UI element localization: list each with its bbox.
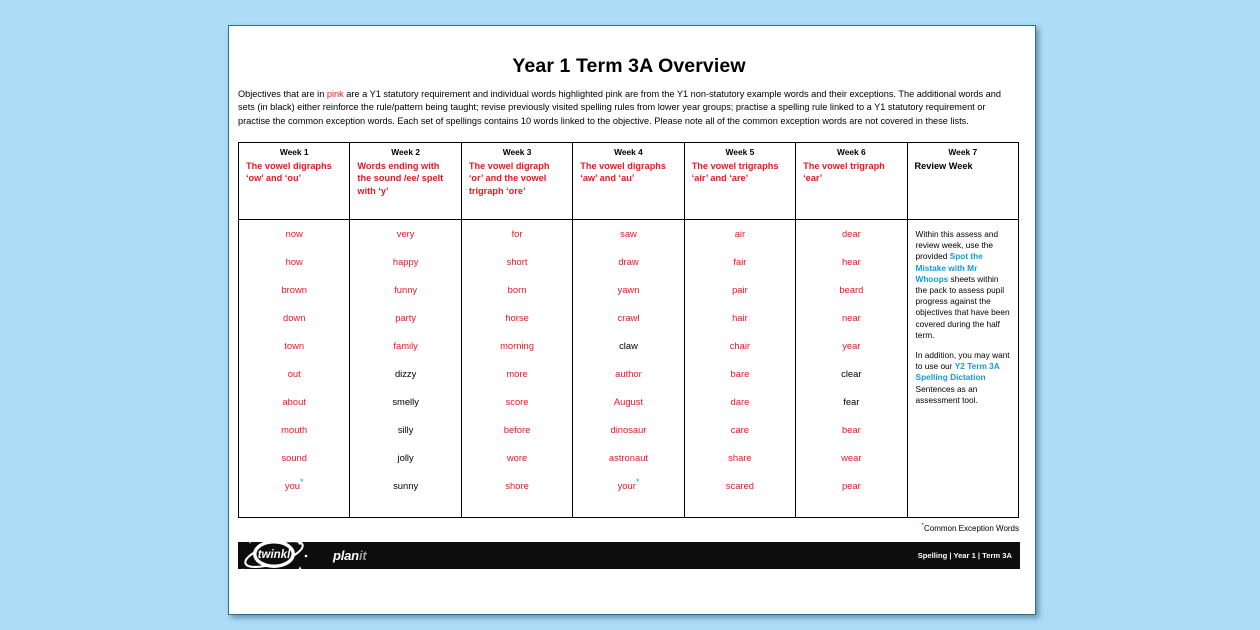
footer-meta: Spelling | Year 1 | Term 3A — [917, 550, 1012, 560]
word-item: clear — [841, 367, 862, 379]
word-item: bear — [841, 423, 861, 435]
week-label: Week 1 — [279, 146, 309, 157]
resource-link[interactable]: Y2 Term 3A Spelling Dictation — [915, 361, 1000, 383]
word-item: dinosaur — [610, 423, 647, 435]
review-text: sheets within the pack to assess pupil progress against the objectives that have been covered during the half term. — [915, 273, 1010, 340]
planit-wordmark — [333, 548, 366, 563]
word-item: dear — [841, 227, 861, 239]
word-item: saw — [620, 227, 637, 239]
review-text: In addition, you may want to use our — [915, 349, 1010, 372]
word-item: smelly — [392, 395, 419, 407]
word-item: chair — [729, 339, 751, 351]
twinkl-planet-icon — [238, 530, 328, 580]
word-item: author — [615, 367, 642, 379]
word-list-week-1 — [239, 219, 350, 517]
document-page — [228, 25, 1036, 615]
word-item: shore — [505, 479, 529, 491]
word-item: short — [506, 255, 528, 267]
header-cell-week-4 — [573, 142, 684, 219]
word-item: score — [505, 395, 529, 407]
header-cell-week-6 — [796, 142, 907, 219]
table-body-row — [239, 219, 1019, 517]
resource-link[interactable]: Spot the Mistake with Mr Whoops — [915, 251, 983, 284]
word-list-week-3 — [461, 219, 572, 517]
page-title: Year 1 Term 3A Overview — [512, 55, 746, 77]
word-item: you* — [284, 476, 304, 491]
word-item: mouth — [281, 423, 308, 435]
word-item: pair — [732, 283, 748, 295]
footnote-asterisk: * — [921, 522, 924, 530]
word-item: near — [841, 311, 861, 323]
word-item: crawl — [617, 311, 640, 323]
planit-it: it — [358, 547, 367, 563]
week-objective: Review Week — [914, 160, 973, 171]
word-item: now — [285, 227, 303, 239]
word-item: sound — [281, 451, 307, 463]
word-item: August — [613, 395, 644, 407]
word-item: sunny — [393, 479, 419, 491]
common-exception-asterisk: * — [300, 476, 304, 487]
word-list-week-6 — [796, 219, 907, 517]
word-list-week-2 — [350, 219, 461, 517]
week-objective: Words ending with the sound /ee/ spelt with ‘y’ — [357, 160, 444, 196]
week-objective: The vowel trigraphs ‘air’ and ‘are’ — [691, 160, 779, 184]
word-item: fear — [843, 395, 860, 407]
header-cell-week-1 — [239, 142, 350, 219]
header-cell-week-7 — [907, 142, 1018, 219]
word-item: wear — [841, 451, 862, 463]
footer-bar — [238, 542, 1020, 579]
table-header-row — [239, 142, 1019, 219]
word-item: funny — [394, 283, 418, 295]
header-cell-week-2 — [350, 142, 461, 219]
word-list-week-5 — [684, 219, 795, 517]
footnote-text: Common Exception Words — [924, 523, 1019, 533]
common-exception-asterisk: * — [635, 476, 640, 487]
word-item: brown — [281, 283, 307, 295]
twinkl-url: twinkl.co.uk — [256, 571, 292, 579]
week-label: Week 5 — [725, 146, 755, 157]
word-item: care — [730, 423, 750, 435]
review-paragraph — [916, 350, 1010, 406]
week-objective: The vowel digraph ‘or’ and the vowel trigraph ‘ore’ — [468, 160, 550, 196]
planit-plan: plan — [333, 547, 359, 563]
word-item: share — [728, 451, 752, 463]
word-item: draw — [618, 255, 639, 267]
word-item: bare — [730, 367, 750, 379]
word-item: out — [287, 367, 301, 379]
week-label: Week 7 — [948, 146, 978, 157]
review-week-notes — [907, 219, 1018, 517]
word-item: scared — [725, 479, 754, 491]
word-item: morning — [500, 339, 534, 351]
word-item: party — [395, 311, 417, 323]
word-item: happy — [392, 255, 419, 267]
word-item: born — [507, 283, 527, 295]
intro-text: Objectives that are in — [238, 89, 327, 99]
word-item: jolly — [397, 451, 414, 463]
overview-table — [238, 142, 1019, 518]
intro-paragraph — [238, 88, 1020, 128]
word-item: town — [284, 339, 305, 351]
word-item: dizzy — [394, 367, 417, 379]
word-item: for — [511, 227, 523, 239]
twinkl-wordmark: twinkl — [257, 548, 291, 561]
word-item: your* — [617, 476, 640, 491]
week-objective: The vowel digraphs ‘aw’ and ‘au’ — [580, 160, 667, 184]
week-label: Week 3 — [502, 146, 532, 157]
review-text: Within this assess and review week, use the provided — [915, 228, 999, 262]
review-text: Sentences as an assessment tool. — [915, 383, 978, 405]
review-paragraph — [916, 229, 1010, 341]
week-label: Week 2 — [391, 146, 420, 157]
word-item: before — [503, 423, 531, 435]
word-item: horse — [505, 311, 529, 323]
week-objective: The vowel trigraph ‘ear’ — [803, 160, 885, 184]
header-cell-week-3 — [461, 142, 572, 219]
word-item: family — [393, 339, 418, 351]
word-list-week-4 — [573, 219, 684, 517]
word-item: hair — [732, 311, 748, 323]
word-item: fair — [733, 255, 747, 267]
word-item: astronaut — [608, 451, 649, 463]
word-item: hear — [841, 255, 861, 267]
word-item: about — [282, 395, 306, 407]
intro-highlight: pink — [326, 89, 344, 99]
document-content — [238, 33, 1020, 579]
word-item: silly — [397, 423, 414, 435]
week-label: Week 6 — [836, 146, 866, 157]
footnote — [238, 524, 1020, 533]
word-item: claw — [619, 339, 638, 351]
word-item: air — [734, 227, 746, 239]
word-item: year — [842, 339, 861, 351]
word-item: how — [285, 255, 303, 267]
word-item: more — [506, 367, 528, 379]
word-item: very — [396, 227, 415, 239]
intro-text: are a Y1 statutory requirement and individual words highlighted pink are from the Y1 non-statutory example words and their exceptions. The additional words and sets (in black) either reinforce the rule/pattern being taught; revise previously visited spelling rules from lower year groups; practise a spelling rule linked to a Y1 statutory requirement or practise the common exception words. Each set of spellings contains 10 words linked to the objective. Please note all of the common exception words are not covered in these lists. — [238, 89, 1002, 126]
header-cell-week-5 — [684, 142, 795, 219]
word-item: pear — [841, 479, 861, 491]
twinkl-logo[interactable] — [238, 530, 328, 580]
word-item: dare — [730, 395, 750, 407]
word-item: wore — [506, 451, 528, 463]
week-label: Week 4 — [614, 146, 643, 157]
word-item: yawn — [617, 283, 640, 295]
week-objective: The vowel digraphs ‘ow’ and ‘ou’ — [246, 160, 332, 184]
word-item: beard — [839, 283, 864, 295]
word-item: down — [283, 311, 306, 323]
